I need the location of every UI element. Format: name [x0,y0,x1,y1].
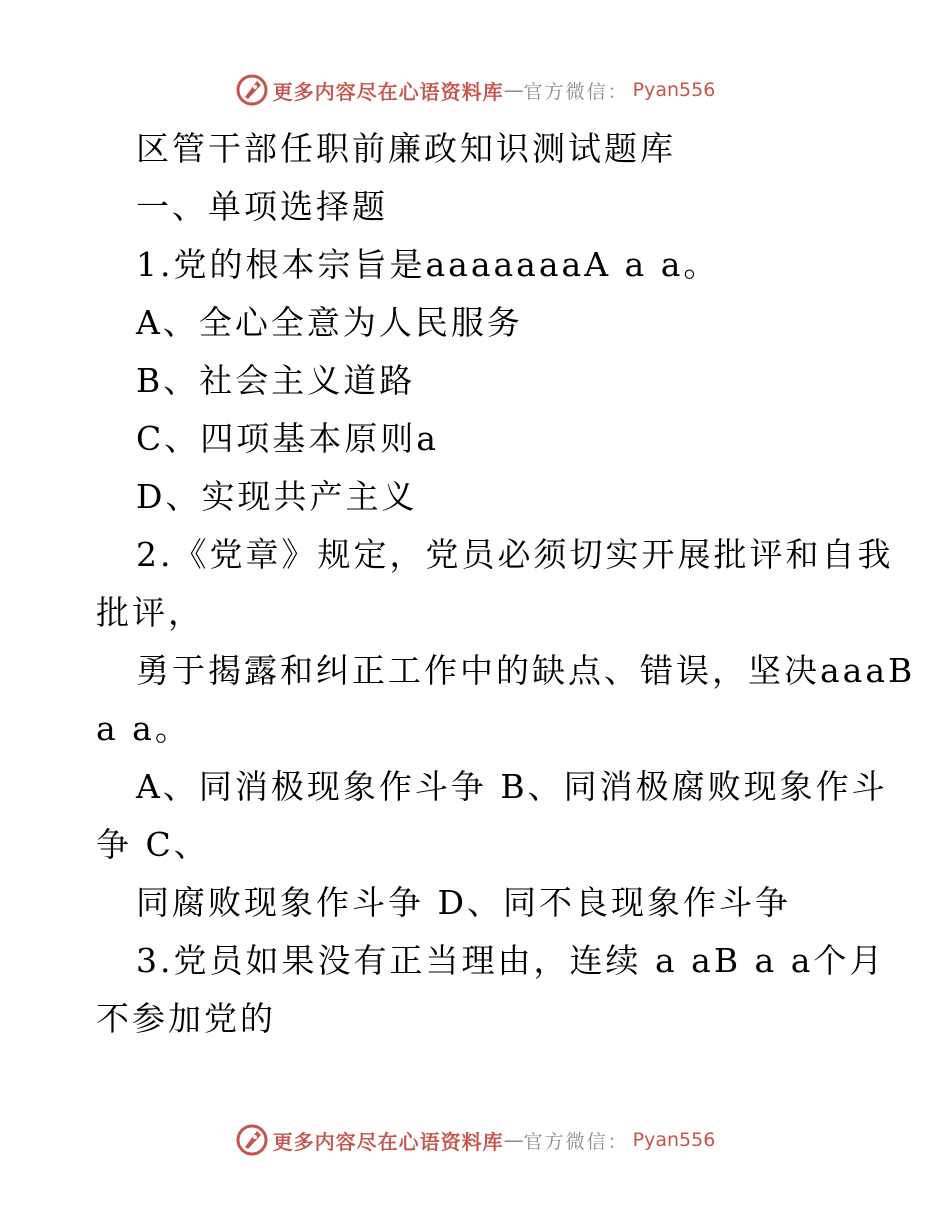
pen-nib-logo-icon [235,73,269,107]
banner-wechat-id: Pyan556 [632,1129,716,1151]
question-3-line-2: 不参加党的 [96,999,276,1038]
footer-banner [0,1120,950,1160]
header-banner [0,70,950,110]
pen-nib-logo-icon [235,1123,269,1157]
document-title: 区管干部任职前廉政知识测试题库 [136,129,676,168]
banner-brand: 更多内容尽在心语资料库 [272,1129,504,1154]
banner-brand: 更多内容尽在心语资料库 [272,79,504,104]
banner-separator: — [503,1128,524,1152]
question-2-options-line-1: A、同消极现象作斗争 B、同消极腐败现象作斗 [136,767,888,806]
banner-wechat-id: Pyan556 [632,79,716,101]
question-1-option-d: D、实现共产主义 [136,477,418,516]
banner-official-label: 官方微信： [523,1130,629,1153]
question-2-line-1: 2.《党章》规定，党员必须切实开展批评和自我 [136,535,894,574]
banner-separator: — [503,78,524,102]
question-2-options-line-3: 同腐败现象作斗争 D、同不良现象作斗争 [136,883,791,922]
question-2-options-line-2: 争 C、 [96,825,210,864]
document-body [96,120,916,1048]
question-3-line-1: 3.党员如果没有正当理由，连续 a aB a a个月 [136,941,886,980]
question-1-option-a: A、全心全意为人民服务 [136,303,523,342]
question-1: 1.党的根本宗旨是aaaaaaaA a a。 [136,245,720,284]
section-heading: 一、单项选择题 [136,187,388,226]
question-1-option-b: B、社会主义道路 [136,361,416,400]
question-2-line-3: 勇于揭露和纠正工作中的缺点、错误，坚决aaaB [136,651,916,690]
banner-official-label: 官方微信： [523,80,629,103]
question-1-option-c: C、四项基本原则a [136,419,439,458]
question-2-line-2: 批评， [96,593,204,632]
question-2-line-4: a a。 [96,709,191,748]
